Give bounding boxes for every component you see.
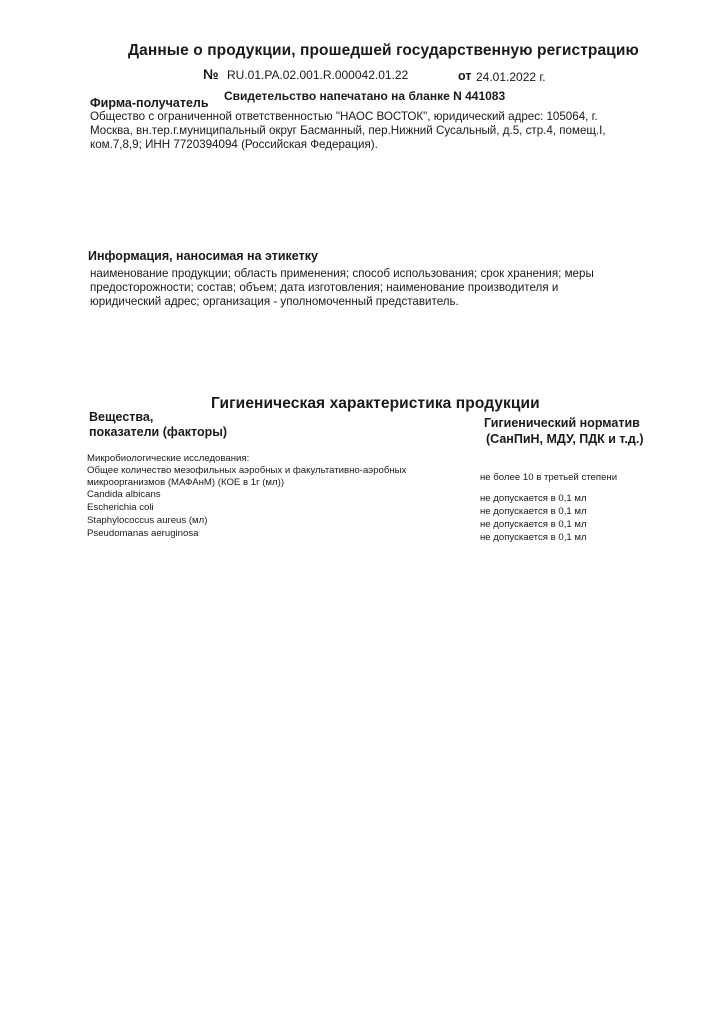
norm-column-header-line2: (СанПиН, МДУ, ПДК и т.д.) <box>486 432 644 446</box>
registration-date: 24.01.2022 г. <box>476 70 546 84</box>
label-info-text: наименование продукции; область применения; способ использования; срок хранения; меры предосторожности; состав; объем; дата изготовления; наименование производителя и юридический адрес; организация - уполномоченный представитель. <box>90 267 594 308</box>
microbiology-label: Микробиологические исследования: <box>87 453 250 464</box>
hygiene-heading: Гигиеническая характеристика продукции <box>211 395 540 412</box>
table-row-norm: не более 10 в третьей степени <box>480 472 618 483</box>
recipient-text: Общество с ограниченной ответственностью "НАОС ВОСТОК", юридический адрес: 105064, г. Москва, вн.тер.г.муниципальный округ Басманный, пер.Нижний Сусальный, д.5, стр.4, помещ.I, ком.7,8,9; ИНН 7720394094 (Российская Федерация). <box>90 110 606 151</box>
table-row-factor: Escherichia coli <box>87 502 154 513</box>
table-row-factor: Candida albicans <box>87 489 161 500</box>
table-row-norm: не допускается в 0,1 мл <box>480 493 587 504</box>
label-info-heading: Информация, наносимая на этикетку <box>88 249 318 263</box>
document-title: Данные о продукции, прошедшей государственную регистрацию <box>128 42 639 59</box>
norm-column-header-line1: Гигиенический норматив <box>484 416 640 430</box>
registration-number: RU.01.PA.02.001.R.000042.01.22 <box>227 68 409 82</box>
table-row-norm: не допускается в 0,1 мл <box>480 506 587 517</box>
date-label: от <box>458 69 472 83</box>
table-row-factor: Staphylococcus aureus (мл) <box>87 515 208 526</box>
table-row-factor: Pseudomanas aeruginosa <box>87 528 199 539</box>
factors-column-header-line2: показатели (факторы) <box>89 425 228 439</box>
table-row-factor: Общее количество мезофильных аэробных и факультативно-аэробных микроорганизмов (МАФАнМ) (КОЕ в 1г (мл)) <box>87 465 407 488</box>
table-row-norm: не допускается в 0,1 мл <box>480 519 587 530</box>
table-row-norm: не допускается в 0,1 мл <box>480 532 587 543</box>
recipient-heading: Фирма-получатель <box>90 96 209 110</box>
blank-note: Свидетельство напечатано на бланке N 441083 <box>224 89 506 103</box>
number-label: № <box>203 66 219 82</box>
factors-column-header-line1: Вещества, <box>89 410 154 424</box>
